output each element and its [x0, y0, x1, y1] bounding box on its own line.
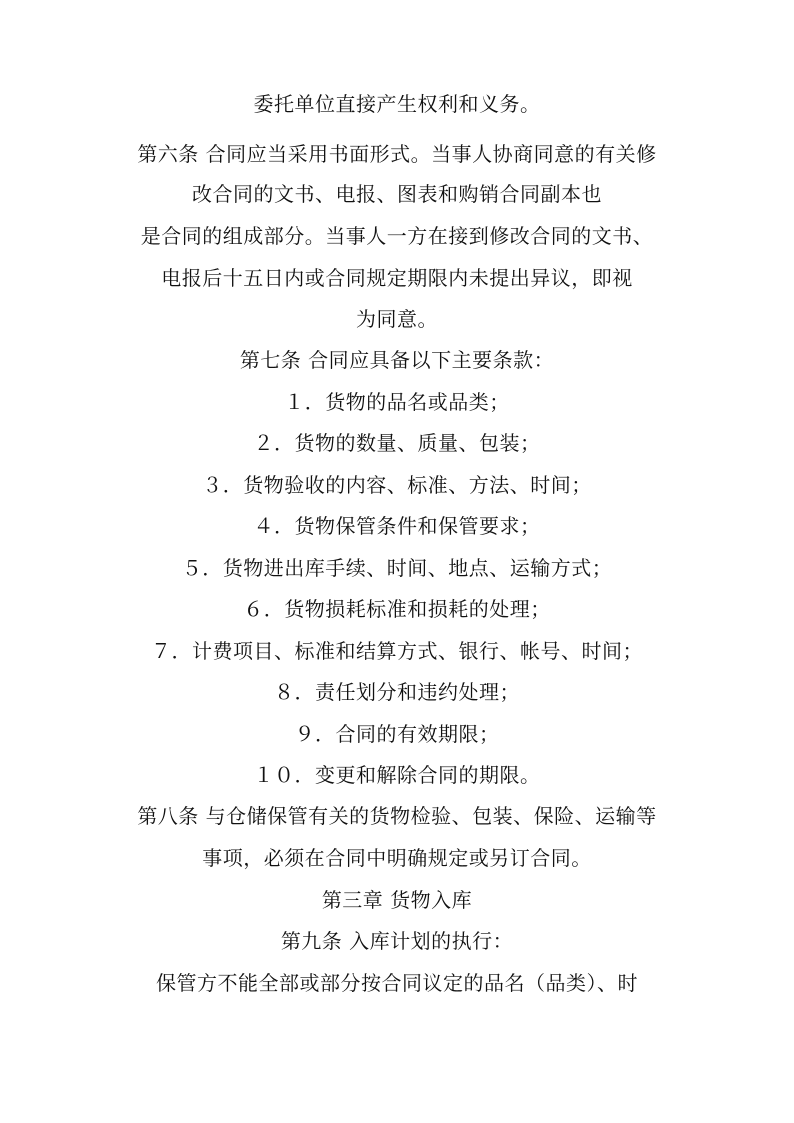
article-8-heading-line: 第八条 与仓储保管有关的货物检验、包装、保险、运输等: [137, 804, 657, 828]
list-item: １．货物的品名或品类；: [284, 390, 510, 414]
article-6-heading-line: 第六条 合同应当采用书面形式。当事人协商同意的有关修: [137, 142, 657, 166]
text-line: 保管方不能全部或部分按合同议定的品名（品类）、时: [156, 971, 638, 995]
article-9-heading-line: 第九条 入库计划的执行：: [280, 929, 514, 953]
list-item: ７．计费项目、标准和结算方式、银行、帐号、时间；: [151, 639, 643, 663]
list-item: ６．货物损耗标准和损耗的处理；: [243, 597, 551, 621]
list-item: ８．责任划分和违约处理；: [274, 680, 520, 704]
text-line: 委托单位直接产生权利和义务。: [253, 92, 541, 116]
text-line: 事项，必须在合同中明确规定或另订合同。: [202, 846, 592, 870]
list-item: ９．合同的有效期限；: [294, 722, 500, 746]
text-line: 改合同的文书、电报、图表和购销合同副本也: [192, 182, 602, 206]
chapter-heading: 第三章 货物入库: [321, 888, 473, 912]
list-item: ２．货物的数量、质量、包装；: [253, 431, 541, 455]
list-item: ３．货物验收的内容、标准、方法、时间；: [202, 473, 592, 497]
article-7-heading-line: 第七条 合同应具备以下主要条款：: [239, 348, 555, 372]
text-line: 电报后十五日内或合同规定期限内未提出异议，即视: [161, 266, 633, 290]
list-item: １０．变更和解除合同的期限。: [253, 763, 541, 787]
text-line: 为同意。: [356, 307, 438, 331]
list-item: ４．货物保管条件和保管要求；: [253, 514, 541, 538]
text-line: 是合同的组成部分。当事人一方在接到修改合同的文书、: [140, 224, 654, 248]
list-item: ５．货物进出库手续、时间、地点、运输方式；: [181, 556, 613, 580]
